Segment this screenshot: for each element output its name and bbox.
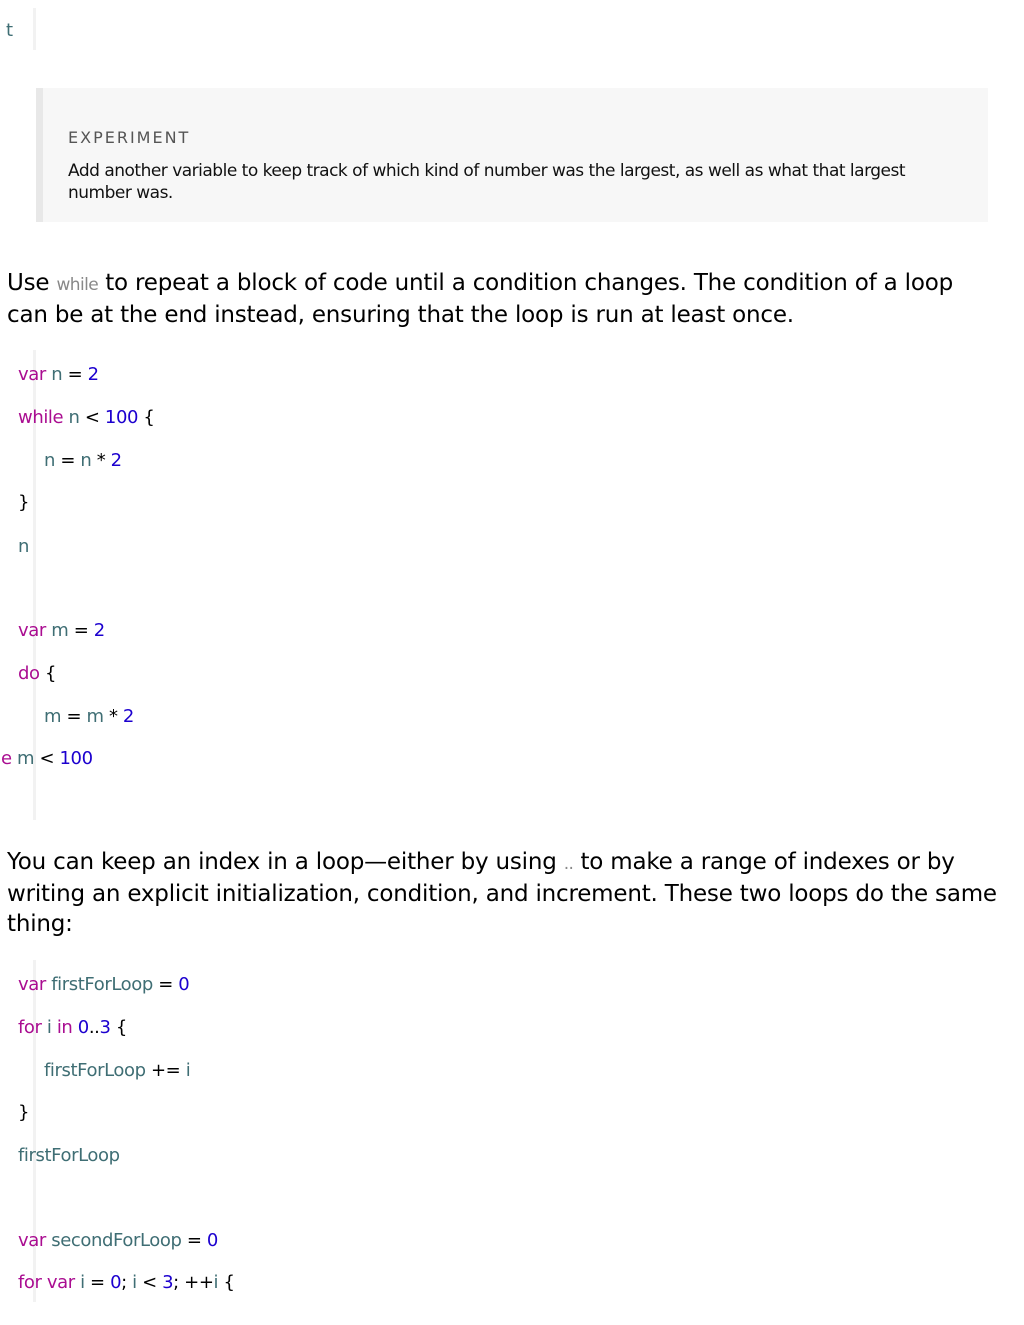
code-fragment: t bbox=[6, 20, 13, 41]
operator: += bbox=[151, 1060, 181, 1081]
identifier: n bbox=[80, 450, 92, 471]
identifier: firstForLoop bbox=[44, 1060, 146, 1081]
number: 2 bbox=[93, 620, 105, 641]
operator: * bbox=[108, 706, 118, 727]
para1-after: to repeat a block of code until a condition changes. The condition of a loop can be at the end instead, ensuring that the loop is run at least once. bbox=[7, 270, 953, 328]
identifier: i bbox=[132, 1272, 137, 1293]
code-line bbox=[18, 1272, 235, 1293]
code-line bbox=[44, 706, 134, 727]
code-line-result: firstForLoop bbox=[18, 1145, 120, 1166]
code-line bbox=[18, 974, 189, 995]
keyword: while bbox=[18, 407, 64, 428]
code-line-brace: } bbox=[18, 1102, 30, 1123]
semicolon: ; bbox=[121, 1272, 127, 1293]
para1-before: Use bbox=[7, 270, 57, 296]
code-line bbox=[18, 620, 105, 641]
number: 3 bbox=[99, 1017, 111, 1038]
keyword: var bbox=[18, 974, 46, 995]
operator: = bbox=[186, 1230, 202, 1251]
operator: * bbox=[96, 450, 106, 471]
operator: = bbox=[73, 620, 89, 641]
number: 0 bbox=[110, 1272, 122, 1293]
keyword: for bbox=[18, 1272, 42, 1293]
experiment-body: Add another variable to keep track of which kind of number was the largest, as well as what that largest number was. bbox=[68, 161, 906, 203]
experiment-callout bbox=[36, 88, 988, 222]
number: 100 bbox=[59, 748, 93, 769]
operator: < bbox=[39, 748, 55, 769]
increment-operator: ++ bbox=[184, 1272, 214, 1293]
brace: { bbox=[143, 407, 155, 428]
operator: < bbox=[84, 407, 100, 428]
number: 0 bbox=[206, 1230, 218, 1251]
keyword: for bbox=[18, 1017, 42, 1038]
semicolon: ; bbox=[173, 1272, 179, 1293]
identifier: firstForLoop bbox=[51, 974, 153, 995]
operator: = bbox=[158, 974, 173, 995]
identifier: n bbox=[68, 407, 80, 428]
code-line bbox=[18, 407, 154, 428]
identifier: n bbox=[51, 364, 63, 385]
code-line bbox=[18, 1230, 218, 1251]
identifier: i bbox=[46, 1017, 52, 1038]
identifier: secondForLoop bbox=[51, 1230, 182, 1251]
brace: { bbox=[44, 663, 57, 684]
number: 0 bbox=[178, 974, 190, 995]
identifier: i bbox=[185, 1060, 191, 1081]
code-line bbox=[1, 748, 93, 769]
keyword: var bbox=[18, 620, 46, 641]
number: 2 bbox=[110, 450, 122, 471]
operator: = bbox=[60, 450, 76, 471]
keyword: var bbox=[46, 1272, 75, 1293]
para2-before: You can keep an index in a loop—either by using bbox=[7, 849, 564, 875]
code-line bbox=[18, 364, 99, 385]
operator: < bbox=[142, 1272, 157, 1293]
inline-code-while: while bbox=[56, 275, 99, 295]
identifier: n bbox=[44, 450, 56, 471]
identifier: m bbox=[17, 748, 35, 769]
identifier: m bbox=[51, 620, 69, 641]
number: 2 bbox=[122, 706, 134, 727]
code-line-brace: } bbox=[18, 492, 30, 513]
number: 2 bbox=[87, 364, 99, 385]
keyword: in bbox=[56, 1017, 73, 1038]
keyword: var bbox=[18, 364, 46, 385]
keyword: do bbox=[18, 663, 40, 684]
code-line bbox=[18, 663, 56, 684]
keyword-clipped: e bbox=[1, 748, 12, 769]
brace: { bbox=[223, 1272, 235, 1293]
identifier: i bbox=[80, 1272, 85, 1293]
keyword: var bbox=[18, 1230, 46, 1251]
number: 100 bbox=[104, 407, 139, 428]
operator: = bbox=[66, 706, 82, 727]
code-line bbox=[44, 450, 122, 471]
experiment-title: EXPERIMENT bbox=[68, 128, 191, 147]
operator: = bbox=[90, 1272, 105, 1293]
number: 3 bbox=[162, 1272, 174, 1293]
paragraph-while bbox=[7, 268, 997, 330]
code-line-result: n bbox=[18, 536, 30, 557]
code-line bbox=[44, 1060, 190, 1081]
identifier: m bbox=[44, 706, 62, 727]
identifier: m bbox=[86, 706, 104, 727]
paragraph-for-loops bbox=[7, 847, 997, 939]
operator: = bbox=[67, 364, 83, 385]
code-gutter-top bbox=[33, 8, 36, 50]
inline-code-range: .. bbox=[563, 854, 574, 874]
number: 0 bbox=[77, 1017, 89, 1038]
range-operator: .. bbox=[88, 1017, 100, 1038]
code-line bbox=[18, 1017, 127, 1038]
identifier: i bbox=[213, 1272, 219, 1293]
brace: { bbox=[115, 1017, 127, 1038]
para2-after: to make a range of indexes or by writing an explicit initialization, condition, and increment. These two loops do the same thing: bbox=[7, 849, 997, 937]
